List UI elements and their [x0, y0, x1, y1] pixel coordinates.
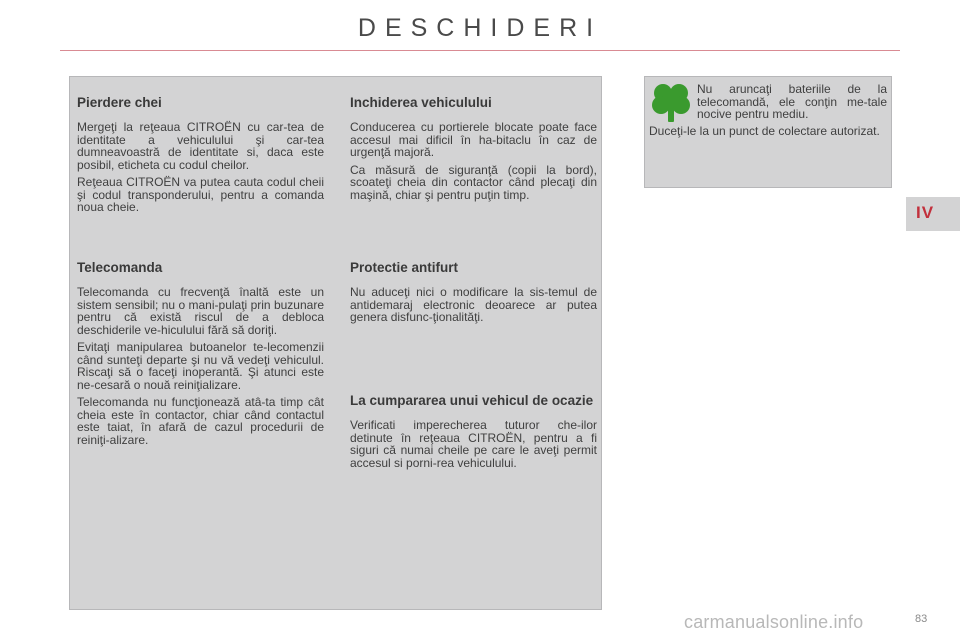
title-divider: [60, 50, 900, 51]
section-pierdere-chei: [77, 95, 324, 219]
page-number: 83: [915, 613, 928, 625]
heading-protectie-antifurt: Protectie antifurt: [350, 260, 459, 275]
note-text: Duceţi-le la un punct de colectare autorizat.: [649, 124, 880, 138]
paragraph: Telecomanda nu funcţionează atâ-ta timp cât cheia este în contactor, chiar când contactul este taiat, în afară de cazul procedurii de reiniţi-alizare.: [77, 395, 324, 447]
paragraph: Conducerea cu portierele blocate poate face accesul mai dificil în ha-bitaclu în caz de urgenţă majoră.: [350, 120, 597, 159]
section-vehicul-ocazie: [350, 393, 597, 474]
section-protectie-antifurt: [350, 260, 597, 329]
paragraph: Mergeţi la reţeaua CITROËN cu car-tea de identitate a vehiculului şi car-tea dumneavoastră de identitate si, daca este posibil, eticheta cu codul cheilor.: [77, 120, 324, 172]
chapter-label: IV: [916, 203, 935, 222]
section-telecomanda: [77, 260, 324, 451]
paragraph: Telecomanda cu frecvenţă înaltă este un sistem sensibil; nu o mani-pulaţi prin buzunare pentru că există riscul de a debloca deschiderile ve-hiculului fără să doriţi.: [77, 285, 324, 337]
paragraph: Ca măsură de siguranţă (copii la bord), scoateţi cheia din contactor când plecaţi din maşină, chiar şi pentru puţin timp.: [350, 162, 597, 202]
note-text: Nu aruncaţi bateriile de la telecomandă, ele conţin me-tale nocive pentru mediu.: [697, 82, 887, 121]
heading-telecomanda: Telecomanda: [77, 260, 163, 275]
section-inchiderea: [350, 95, 597, 206]
tree-icon: [650, 81, 692, 123]
page-title: DESCHIDERI: [357, 14, 603, 42]
heading-inchiderea: Inchiderea vehiculului: [350, 95, 492, 110]
paragraph: Evitaţi manipularea butoanelor te-lecomenzii când sunteţi departe şi nu vă vedeţi vehiculul. Riscaţi să o faceţi inoperantă. Şi atunci este ne-cesară o nouă reiniţializare.: [77, 340, 324, 392]
main-info-panel: [69, 76, 602, 610]
heading-vehicul-ocazie: La cumpararea unui vehicul de ocazie: [350, 393, 594, 408]
heading-pierdere-chei: Pierdere chei: [77, 95, 162, 110]
paragraph: Nu aduceţi nici o modificare la sis-temul de antidemaraj electronic deoarece ar putea genera disfunc-ţionalităţi.: [350, 285, 597, 324]
chapter-tab: [906, 197, 960, 231]
paragraph: Reţeaua CITROËN va putea cauta codul cheii şi codul transponderului, pentru a comanda noua cheie.: [77, 175, 324, 214]
environment-note-panel: [644, 76, 892, 188]
paragraph: Verificati imperecherea tuturor che-ilor detinute în reţeaua CITROËN, pentru a fi siguri că numai cheile pe care le aveţi permit accesul si porni-rea vehiculului.: [350, 418, 597, 470]
watermark: carmanualsonline.info: [684, 612, 864, 632]
